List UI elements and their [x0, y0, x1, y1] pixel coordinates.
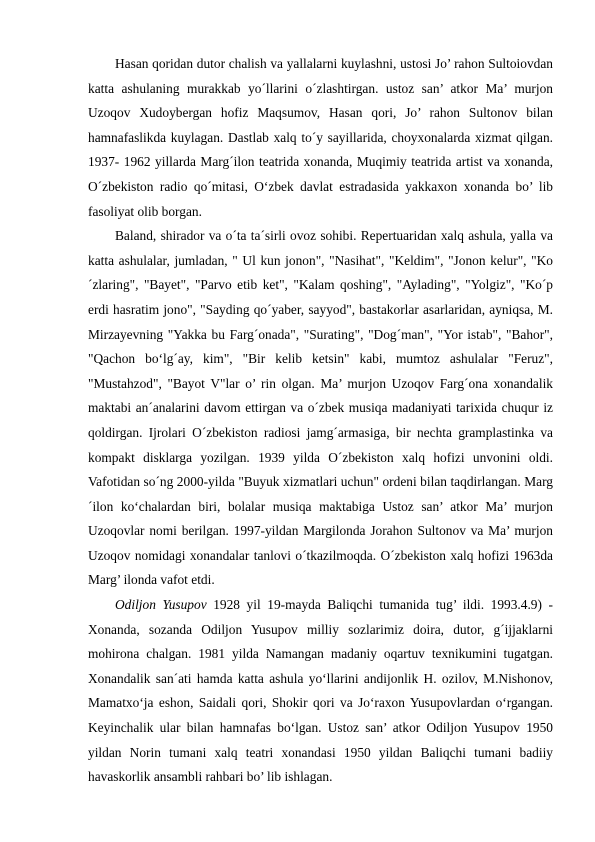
paragraph-text: Hasan qoridan dutor chalish va yallalarni kuylashni, ustosi Jo’ rahon Sultoiovdan katta ashulaning murakkab yo´llarini o´zlashtirgan. ustoz san’ atkor Ma’ murjon Uzoqov Xudoybergan hofiz Maqsumov, Hasan qori, Jo’ rahon Sultonov bilan hamnafaslikda kuylagan. Dastlab xalq to´y sayillarida, choyxonalarda xizmat qilgan. 1937- 1962 yillarda Marg´ilon teatrida xonanda, Muqimiy teatrida artist va xonanda, O´zbekiston radio qo´mitasi, O‘zbek davlat estradasida yakkaxon xonanda bo’ lib fasoliyat olib borgan.	[88, 56, 553, 219]
paragraph-odiljon-yusupov	[88, 593, 553, 790]
paragraph-lead-name: Odiljon Yusupov	[115, 597, 207, 613]
paragraph-repertoire	[88, 224, 553, 593]
paragraph-text: 1928 yil 19-mayda Baliqchi tumanida tug’ ildi. 1993.4.9) - Xonanda, sozanda Odiljon Yusupov milliy sozlarimiz doira, dutor, g´ijjaklarni mohirona chalgan. 1981 yilda Namangan madaniy oqartuv texnikumini tugatgan. Xonandalik san´ati hamda katta ashula yo‘llarini andijonlik H. ozilov, M.Nishonov, Mamatxo‘ja eshon, Saidali qori, Shokir qori va Jo‘raxon Yusupovlardan o‘rgangan. Keyinchalik ular bilan hamnafas bo‘lgan. Ustoz san’ atkor Odiljon Yusupov 1950 yildan Norin tumani xalq teatri xonandasi 1950 yildan Baliqchi tumani badiiy havaskorlik ansambli rahbari bo’ lib ishlagan.	[88, 597, 553, 785]
paragraph-hasan-qori	[88, 52, 553, 224]
paragraph-text: Baland, shirador va o´ta ta´sirli ovoz sohibi. Repertuaridan xalq ashula, yalla va katta ashulalar, jumladan, " Ul kun jonon", "Nasihat", "Keldim", "Jonon kelur", "Ko´zlaring", "Bayet", "Parvo etib ket", "Kalam qoshing", "Aylading", "Yolgiz", "Ko´p erdi hasratim jono", "Sayding qo´yaber, sayyod", bastakorlar asarlaridan, ayniqsa, M. Mirzayevning "Yakka bu Farg´onada", "Surating", "Dog´man", "Yor istab", "Bahor", "Qachon bo‘lg´ay, kim", "Bir kelib ketsin" kabi, mumtoz ashulalar "Feruz", "Mustahzod", "Bayot V"lar o’ rin olgan. Ma’ murjon Uzoqov Farg´ona xonandalik maktabi an´analarini davom ettirgan va o´zbek musiqa madaniyati tarixida chuqur iz qoldirgan. Ijrolari O´zbekiston radiosi jamg´armasiga, bir nechta gramplastinka va kompakt disklarga yozilgan. 1939 yilda O´zbekiston xalq hofizi unvonini oldi. Vafotidan so´ng 2000-yilda "Buyuk xizmatlari uchun" ordeni bilan taqdirlangan. Marg´ilon ko‘chalardan biri, bolalar musiqa maktabiga Ustoz san’ atkor Ma’ murjon Uzoqovlar nomi berilgan. 1997-yildan Margilonda Jorahon Sultonov va Ma’ murjon Uzoqov nomidagi xonandalar tanlovi o´tkazilmoqda. O´zbekiston xalq hofizi 1963da Marg’ ilonda vafot etdi.	[88, 228, 553, 588]
body-text	[88, 52, 553, 790]
